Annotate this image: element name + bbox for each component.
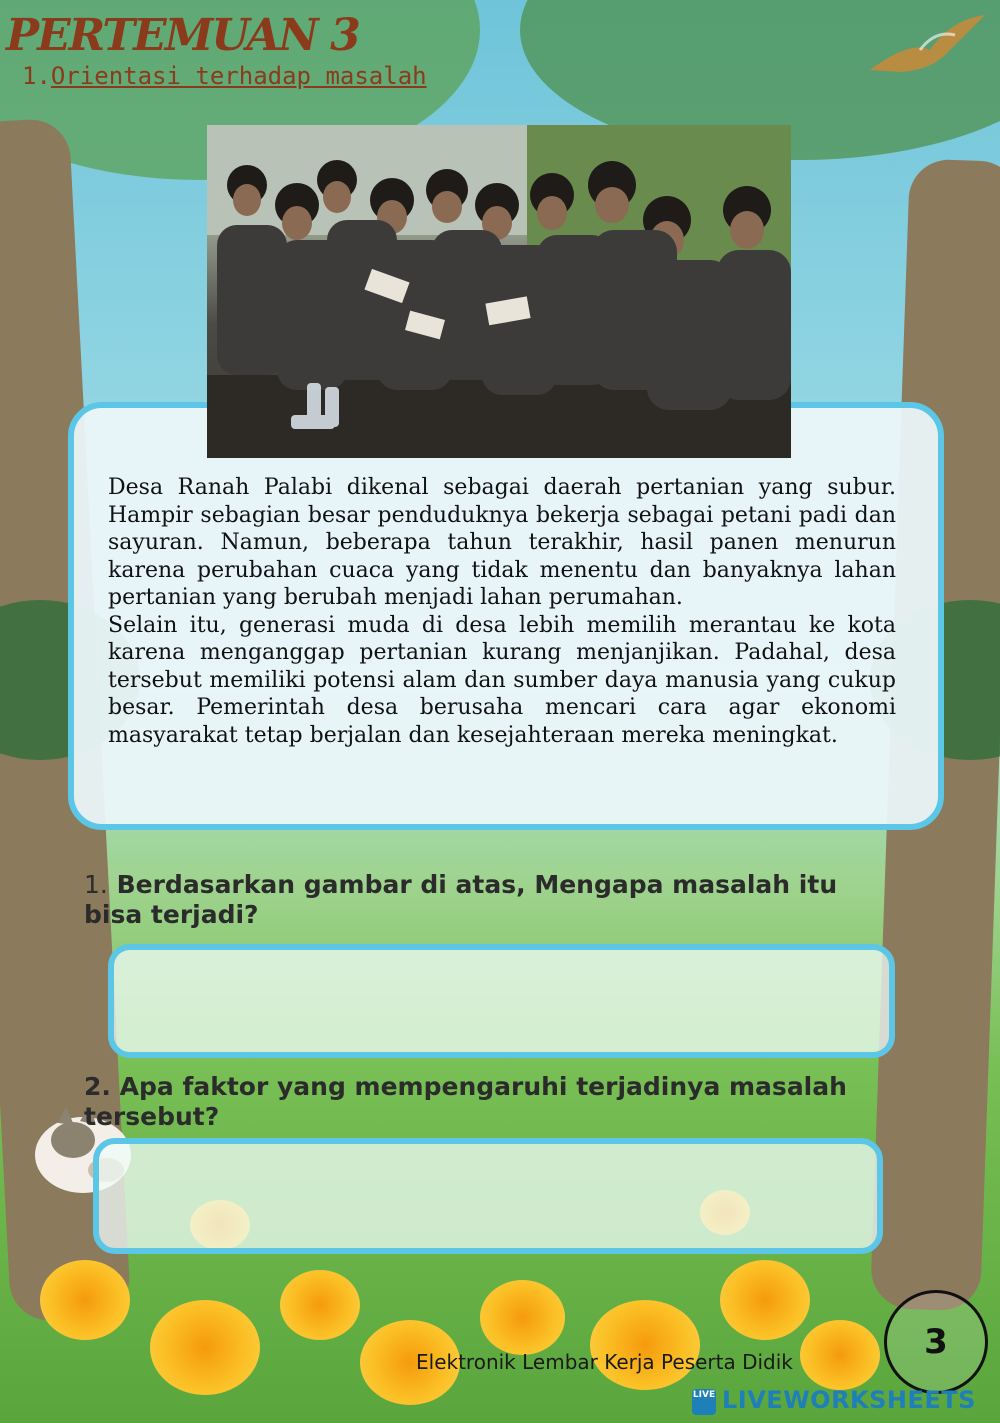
question-text: Apa faktor yang mempengaruhi terjadinya masalah tersebut? <box>84 1072 847 1131</box>
flower <box>40 1260 130 1340</box>
story-photo <box>207 125 791 458</box>
liveworksheets-watermark[interactable] <box>692 1386 992 1418</box>
story-text <box>108 474 896 749</box>
page-number: 3 <box>924 1322 948 1362</box>
story-paragraph: Desa Ranah Palabi dikenal sebagai daerah pertanian yang subur. Hampir sebagian besar penduduknya bekerja sebagai petani padi dan sayuran. Namun, beberapa tahun terakhir, hasil panen menurun karena perubahan cuaca yang tidak menentu dan banyaknya lahan pertanian yang berubah menjadi lahan perumahan. <box>108 475 896 610</box>
answer-box-1[interactable] <box>108 944 895 1058</box>
question-1 <box>84 870 904 930</box>
bird-icon <box>860 10 990 90</box>
question-number: 1. <box>84 870 108 899</box>
flower <box>480 1280 565 1355</box>
flower <box>720 1260 810 1340</box>
answer-box-2[interactable] <box>93 1138 883 1254</box>
section-heading <box>22 62 427 90</box>
section-number: 1. <box>22 62 51 90</box>
photo-icon <box>207 125 791 458</box>
story-paragraph: Selain itu, generasi muda di desa lebih memilih merantau ke kota karena menganggap pertanian kurang menjanjikan. Padahal, desa tersebut memiliki potensi alam dan sumber daya manusia yang cukup besar. Pemerintah desa berusaha mencari cara agar ekonomi masyarakat tetap berjalan dan kesejahteraan mereka meningkat. <box>108 612 896 748</box>
section-title: Orientasi terhadap masalah <box>50 62 427 90</box>
flower <box>150 1300 260 1395</box>
watermark-text: LIVEWORKSHEETS <box>722 1386 976 1414</box>
question-number: 2. <box>84 1072 111 1101</box>
question-2 <box>84 1072 964 1132</box>
question-text: Berdasarkan gambar di atas, Mengapa masalah itu bisa terjadi? <box>84 870 838 929</box>
footer-caption: Elektronik Lembar Kerja Peserta Didik <box>416 1350 793 1374</box>
flower <box>800 1320 880 1390</box>
page-title: PERTEMUAN 3 <box>6 10 359 61</box>
flower <box>590 1300 700 1390</box>
flower <box>280 1270 360 1340</box>
liveworksheets-logo-icon: LIVE <box>692 1389 716 1415</box>
